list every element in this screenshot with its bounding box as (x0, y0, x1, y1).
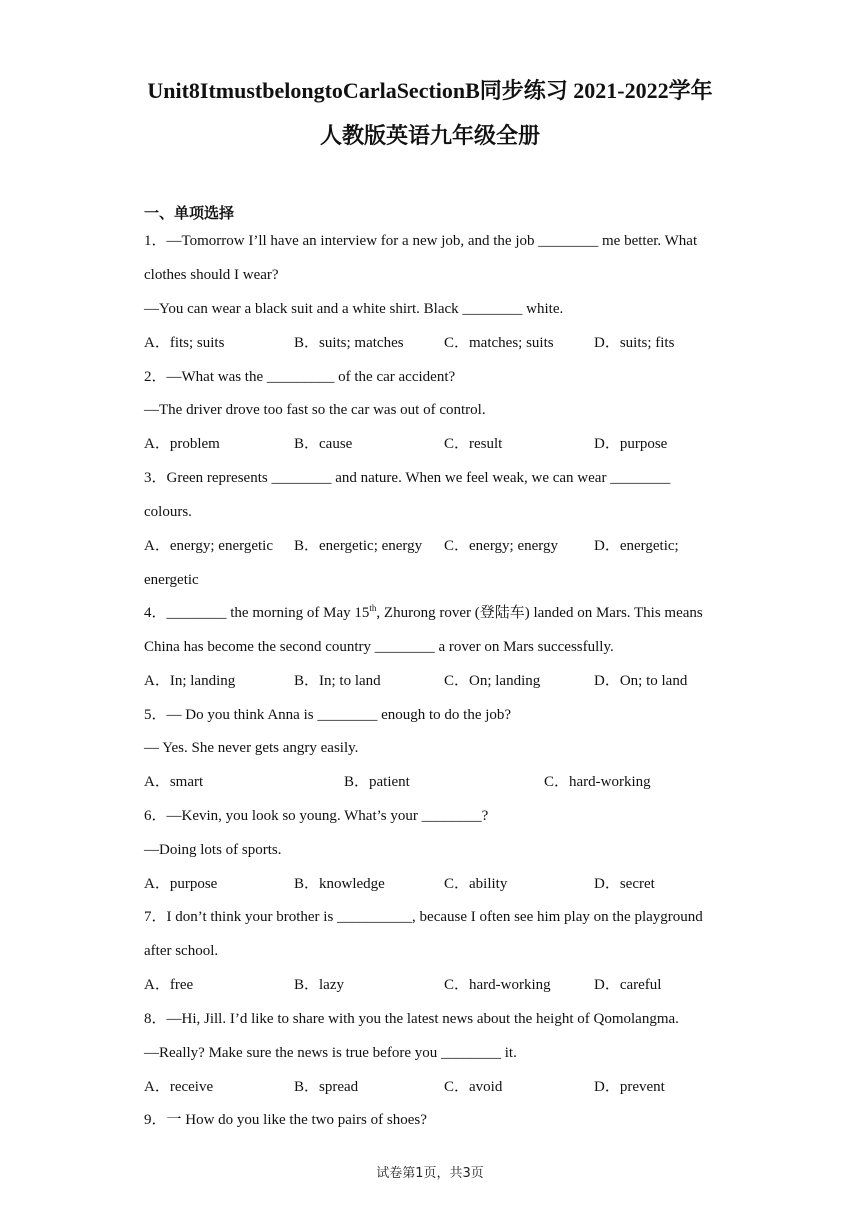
question-6-line-1: 6．—Kevin, you look so young. What’s your ________? (144, 808, 489, 824)
question-8-option-d: D．prevent (594, 1079, 665, 1095)
question-9-line-1: 9．一 How do you like the two pairs of shoes? (144, 1112, 427, 1128)
question-4-line-1: 4．________ the morning of May 15th, Zhurong rover (登陆车) landed on Mars. This means (144, 603, 703, 621)
question-7-option-d: D．careful (594, 977, 662, 993)
question-1-line-2: clothes should I wear? (144, 267, 279, 283)
question-7-option-a: A．free (144, 977, 194, 993)
question-6-option-d: D．secret (594, 876, 655, 892)
question-4-option-c: C．On; landing (444, 673, 541, 689)
question-1-line-1: 1．—Tomorrow I’ll have an interview for a new job, and the job ________ me better. What (144, 233, 698, 249)
question-7-line-2: after school. (144, 943, 219, 959)
question-3-option-d: D．energetic; (594, 538, 679, 554)
question-5-line-1: 5．— Do you think Anna is ________ enough to do the job? (144, 707, 512, 723)
question-7-option-b: B．lazy (294, 977, 344, 993)
question-5-option-a: A．smart (144, 774, 204, 790)
question-2-line-2: —The driver drove too fast so the car was out of control. (144, 402, 486, 418)
question-1-option-a: A．fits; suits (144, 335, 225, 351)
question-3-option-d-continued: energetic (144, 572, 199, 588)
question-1-option-b: B．suits; matches (294, 335, 404, 351)
question-2-line-1: 2．—What was the _________ of the car accident? (144, 369, 456, 385)
question-3-line-2: colours. (144, 504, 192, 520)
question-5-line-2: — Yes. She never gets angry easily. (144, 740, 359, 756)
question-5-option-b: B．patient (344, 774, 410, 790)
question-8-option-a: A．receive (144, 1079, 214, 1095)
question-4-option-b: B．In; to land (294, 673, 381, 689)
question-4-line-2: China has become the second country ________ a rover on Mars successfully. (144, 639, 614, 655)
question-8-line-1: 8．—Hi, Jill. I’d like to share with you the latest news about the height of Qomolangma. (144, 1011, 679, 1027)
page-footer: 试卷第1页，共3页 (376, 1166, 484, 1181)
question-3-line-1: 3．Green represents ________ and nature. When we feel weak, we can wear ________ (144, 470, 671, 486)
question-4-option-d: D．On; to land (594, 673, 688, 689)
superscript-th: th (369, 603, 377, 613)
question-3-option-c: C．energy; energy (444, 538, 559, 554)
question-8-line-2: —Really? Make sure the news is true before you ________ it. (144, 1045, 517, 1061)
question-5-option-c: C．hard-working (544, 774, 651, 790)
question-6-line-2: —Doing lots of sports. (144, 842, 282, 858)
page-title-line1: Unit8ItmustbelongtoCarlaSectionB同步练习 2021-2022学年 (147, 78, 713, 103)
question-8-option-c: C．avoid (444, 1079, 503, 1095)
section-heading: 一、单项选择 (144, 204, 235, 222)
question-3-option-a: A．energy; energetic (144, 538, 273, 554)
page-title-line2: 人教版英语九年级全册 (319, 123, 540, 148)
question-1-option-d: D．suits; fits (594, 335, 675, 351)
question-6-option-b: B．knowledge (294, 876, 385, 892)
question-1-option-c: C．matches; suits (444, 335, 554, 351)
question-2-option-a: A．problem (144, 436, 220, 452)
question-7-line-1: 7．I don’t think your brother is __________, because I often see him play on the playground (144, 909, 703, 925)
question-3-option-b: B．energetic; energy (294, 538, 423, 554)
question-6-option-c: C．ability (444, 876, 508, 892)
question-8-option-b: B．spread (294, 1079, 359, 1095)
question-2-option-b: B．cause (294, 436, 353, 452)
question-1-line-3: —You can wear a black suit and a white shirt. Black ________ white. (144, 301, 564, 317)
question-2-option-c: C．result (444, 436, 503, 452)
question-7-option-c: C．hard-working (444, 977, 551, 993)
question-4-option-a: A．In; landing (144, 673, 236, 689)
question-6-option-a: A．purpose (144, 876, 218, 892)
question-2-option-d: D．purpose (594, 436, 668, 452)
